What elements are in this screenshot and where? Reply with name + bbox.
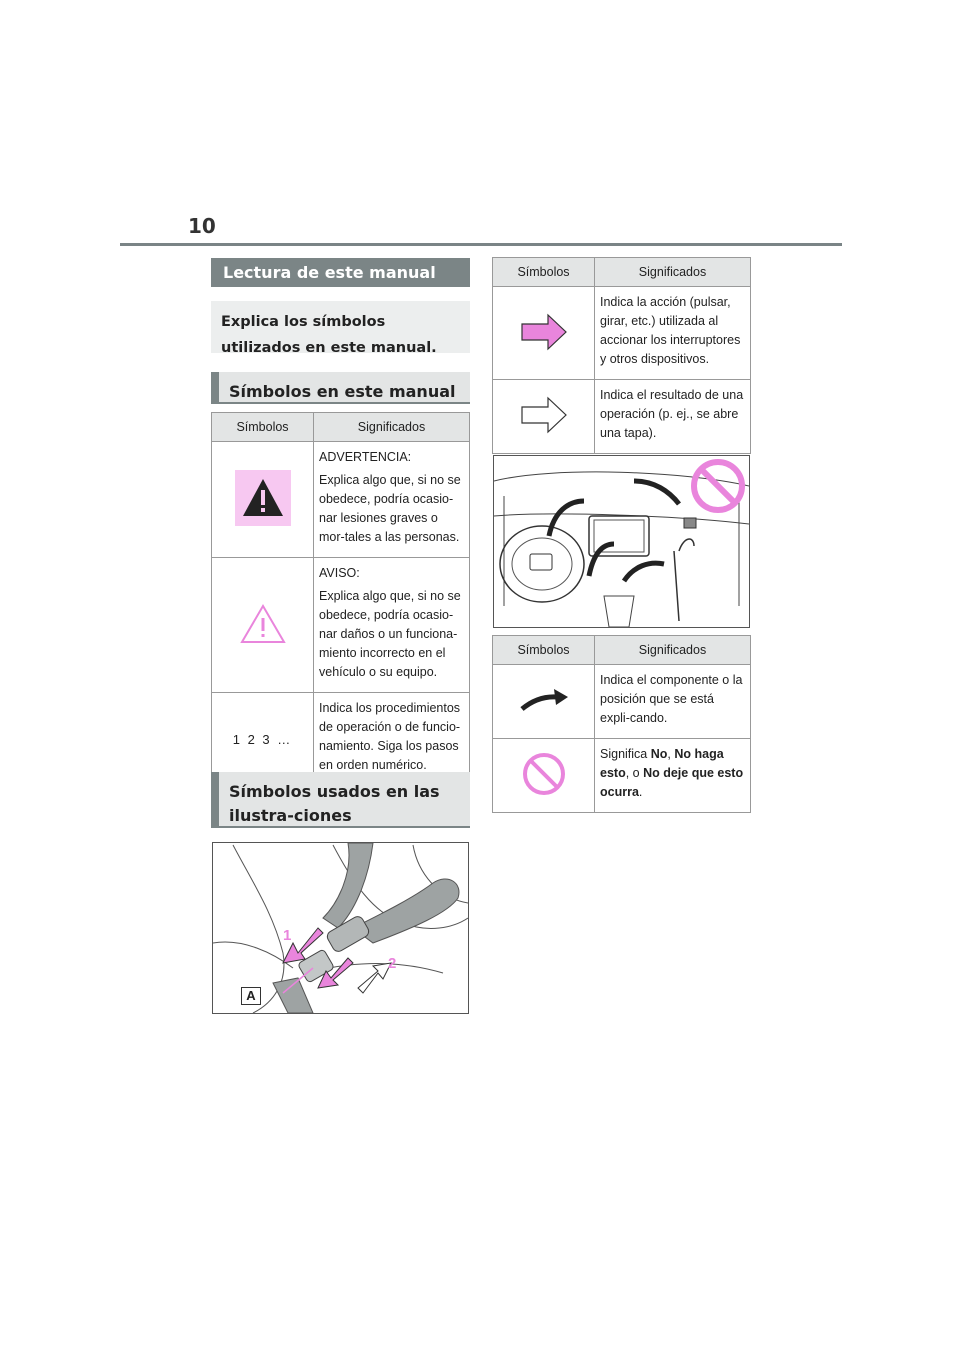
row-text: Indica la acción (pulsar, girar, etc.) utilizada al accionar los interruptores y otros dispositivos.: [600, 295, 741, 366]
row-text: Indica el componente o la posición que se está expli-cando.: [600, 673, 743, 725]
table-row: [212, 558, 470, 693]
table-row: [212, 442, 470, 558]
table-row: [493, 665, 751, 739]
prohibition-icon: [521, 751, 567, 797]
header-rule: [120, 243, 842, 246]
col-meanings: Significados: [595, 258, 751, 287]
row-text: Explica algo que, si no se obedece, podría ocasio-nar daños o un funciona-miento incorrecto en el vehículo o su equipo.: [319, 589, 461, 679]
symbols-table-actions: [492, 257, 751, 454]
curved-arrow-icon: [518, 685, 570, 715]
row-title: AVISO:: [319, 566, 360, 580]
table-row: [493, 739, 751, 813]
callout-a-label: A: [241, 987, 261, 1005]
warning-triangle-outline-icon: [238, 602, 288, 646]
row-text: Indica el resultado de una operación (p. ej., se abre una tapa).: [600, 388, 744, 440]
outline-arrow-icon: [520, 395, 568, 435]
col-symbols: Símbolos: [212, 413, 314, 442]
step-1-label: 1: [283, 927, 292, 944]
step-2-label: 2: [388, 955, 397, 972]
row-text: Indica los procedimientos de operación o de funcio-namiento. Siga los pasos en orden numérico.: [319, 701, 461, 772]
col-meanings: Significados: [595, 636, 751, 665]
symbols-illustrations-heading: Símbolos usados en las ilustra-ciones: [211, 772, 470, 828]
row-title: ADVERTENCIA:: [319, 450, 412, 464]
steps-numbers-icon: 1 2 3 …: [232, 731, 293, 747]
col-meanings: Significados: [314, 413, 470, 442]
section-title: Lectura de este manual: [211, 258, 470, 287]
table-row: [493, 380, 751, 454]
seatbelt-illustration: [212, 842, 469, 1014]
section-intro: Explica los símbolos utilizados en este manual.: [211, 301, 470, 353]
col-symbols: Símbolos: [493, 258, 595, 287]
table-row: [493, 287, 751, 380]
dashboard-illustration: [493, 455, 750, 628]
symbols-manual-table: [211, 412, 470, 786]
page-number: 10: [188, 214, 216, 238]
row-text: Significa No, No haga esto, o No deje que esto ocurra.: [600, 747, 744, 799]
row-text: Explica algo que, si no se obedece, podría ocasio-nar lesiones graves o mor-tales a las personas.: [319, 473, 461, 544]
warning-triangle-filled-icon: [235, 470, 291, 526]
symbols-table-indicators: [492, 635, 751, 813]
col-symbols: Símbolos: [493, 636, 595, 665]
symbols-manual-heading: Símbolos en este manual: [211, 372, 470, 404]
pink-arrow-icon: [520, 312, 568, 352]
